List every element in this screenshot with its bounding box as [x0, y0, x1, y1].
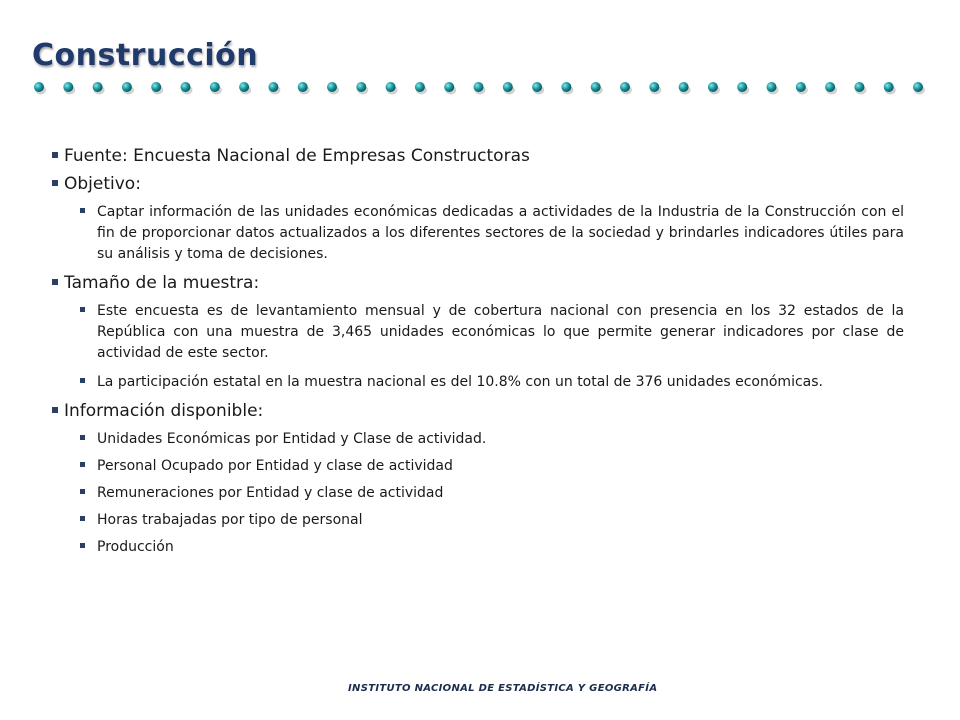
list-item: [80, 372, 904, 393]
decorative-dot: [796, 82, 806, 92]
section-sample-size: [52, 273, 904, 293]
decorative-dot: [913, 82, 923, 92]
square-bullet-icon: [80, 462, 85, 467]
decorative-dot: [767, 82, 777, 92]
decorative-dot: [415, 82, 425, 92]
section-heading: Información disponible:: [64, 401, 264, 421]
decorative-dot: [327, 82, 337, 92]
page-title: Construcción: [32, 38, 259, 73]
square-bullet-icon: [80, 435, 85, 440]
square-bullet-icon: [80, 208, 85, 213]
list-item-text: La participación estatal en la muestra nacional es del 10.8% con un total de 376 unidades económicas.: [97, 374, 823, 390]
decorative-dot: [210, 82, 220, 92]
decorative-dot: [386, 82, 396, 92]
square-bullet-icon: [80, 378, 85, 383]
square-bullet-icon: [80, 516, 85, 521]
decorative-dot-line: [33, 80, 933, 96]
decorative-dot: [503, 82, 513, 92]
decorative-dot: [298, 82, 308, 92]
decorative-dot: [854, 82, 864, 92]
square-bullet-icon: [52, 279, 58, 285]
square-bullet-icon: [52, 180, 58, 186]
square-bullet-icon: [80, 489, 85, 494]
list-item-text: Producción: [97, 539, 174, 555]
footer-institution: INSTITUTO NACIONAL DE ESTADÍSTICA Y GEOGRAFÍA: [348, 683, 658, 694]
decorative-dot: [591, 82, 601, 92]
decorative-dot: [444, 82, 454, 92]
section-objective: [52, 174, 904, 194]
decorative-dot: [474, 82, 484, 92]
list-item-text: Remuneraciones por Entidad y clase de actividad: [97, 485, 444, 501]
list-item: [80, 537, 904, 558]
list-item-text: Este encuesta es de levantamiento mensual y de cobertura nacional con presencia en los 32 estados de la República con una muestra de 3,465 unidades económicas lo que permite generar indicadores por clase de actividad de este sector.: [97, 303, 904, 361]
decorative-dot: [181, 82, 191, 92]
list-item: [80, 510, 904, 531]
content-body: [52, 146, 904, 564]
section-source: [52, 146, 904, 166]
list-item: [80, 483, 904, 504]
list-item: [80, 429, 904, 450]
decorative-dot: [34, 82, 44, 92]
section-heading: Tamaño de la muestra:: [64, 273, 260, 293]
list-item-text: Personal Ocupado por Entidad y clase de actividad: [97, 458, 453, 474]
list-item-text: Captar información de las unidades económicas dedicadas a actividades de la Industria de la Construcción con el fin de proporcionar datos actualizados a los diferentes sectores de la sociedad y brindarles indicadores útiles para su análisis y toma de decisiones.: [97, 204, 904, 262]
section-heading: Fuente: Encuesta Nacional de Empresas Constructoras: [64, 146, 530, 166]
decorative-dot: [356, 82, 366, 92]
section-heading: Objetivo:: [64, 174, 141, 194]
square-bullet-icon: [80, 543, 85, 548]
decorative-dot: [532, 82, 542, 92]
decorative-dot: [884, 82, 894, 92]
decorative-dot: [825, 82, 835, 92]
decorative-dot: [239, 82, 249, 92]
decorative-dot: [268, 82, 278, 92]
square-bullet-icon: [80, 307, 85, 312]
decorative-dot: [561, 82, 571, 92]
decorative-dot: [649, 82, 659, 92]
decorative-dot: [708, 82, 718, 92]
list-item-text: Unidades Económicas por Entidad y Clase de actividad.: [97, 431, 487, 447]
square-bullet-icon: [52, 152, 58, 158]
section-available-info: [52, 401, 904, 421]
decorative-dot: [679, 82, 689, 92]
square-bullet-icon: [52, 407, 58, 413]
decorative-dot: [63, 82, 73, 92]
list-item: [80, 456, 904, 477]
decorative-dot: [151, 82, 161, 92]
decorative-dot: [122, 82, 132, 92]
decorative-dot: [620, 82, 630, 92]
list-item: [80, 202, 904, 265]
decorative-dot: [737, 82, 747, 92]
decorative-dot: [93, 82, 103, 92]
list-item-text: Horas trabajadas por tipo de personal: [97, 512, 363, 528]
list-item: [80, 301, 904, 364]
